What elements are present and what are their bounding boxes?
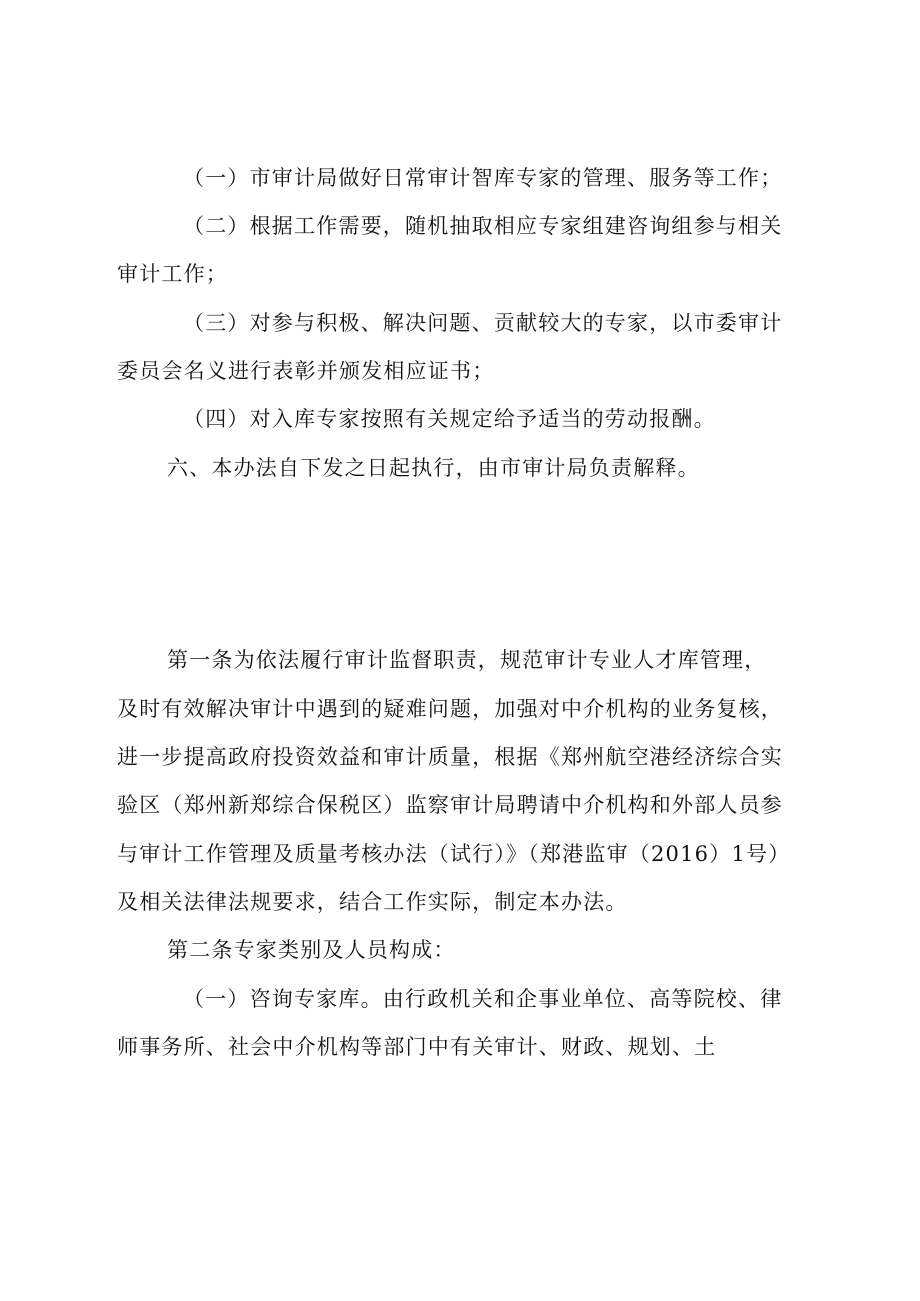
paragraph-line: 及相关法律法规要求，结合工作实际，制定本办法。 xyxy=(117,890,628,914)
paragraph-line: （三）对参与积极、解决问题、贡献较大的专家，以市委审计 xyxy=(183,311,783,335)
paragraph-line: 进一步提高政府投资效益和审计质量，根据《郑州航空港经济综合实 xyxy=(117,745,783,769)
paragraph-line: 及时有效解决审计中遇到的疑难问题，加强对中介机构的业务复核， xyxy=(117,697,783,721)
paragraph-line: 与审计工作管理及质量考核办法（试行）》（郑港监审（2016）1号） xyxy=(117,842,791,866)
paragraph-line: 委员会名义进行表彰并颁发相应证书； xyxy=(117,359,495,383)
paragraph-line: 审计工作； xyxy=(117,262,228,286)
paragraph-line: （一）市审计局做好日常审计智库专家的管理、服务等工作； xyxy=(183,166,783,190)
paragraph-line: 第一条为依法履行审计监督职责，规范审计专业人才库管理， xyxy=(167,648,767,672)
paragraph-line: 第二条专家类别及人员构成： xyxy=(167,938,456,962)
paragraph-line: （一）咨询专家库。由行政机关和企事业单位、高等院校、律 xyxy=(183,987,783,1011)
paragraph-line: 验区（郑州新郑综合保税区）监察审计局聘请中介机构和外部人员参 xyxy=(117,793,783,817)
paragraph-line: （四）对入库专家按照有关规定给予适当的劳动报酬。 xyxy=(183,407,716,431)
paragraph-line: （二）根据工作需要，随机抽取相应专家组建咨询组参与相关 xyxy=(183,214,783,238)
paragraph-line: 六、本办法自下发之日起执行，由市审计局负责解释。 xyxy=(167,456,700,480)
paragraph-line: 师事务所、社会中介机构等部门中有关审计、财政、规划、土 xyxy=(117,1035,717,1059)
